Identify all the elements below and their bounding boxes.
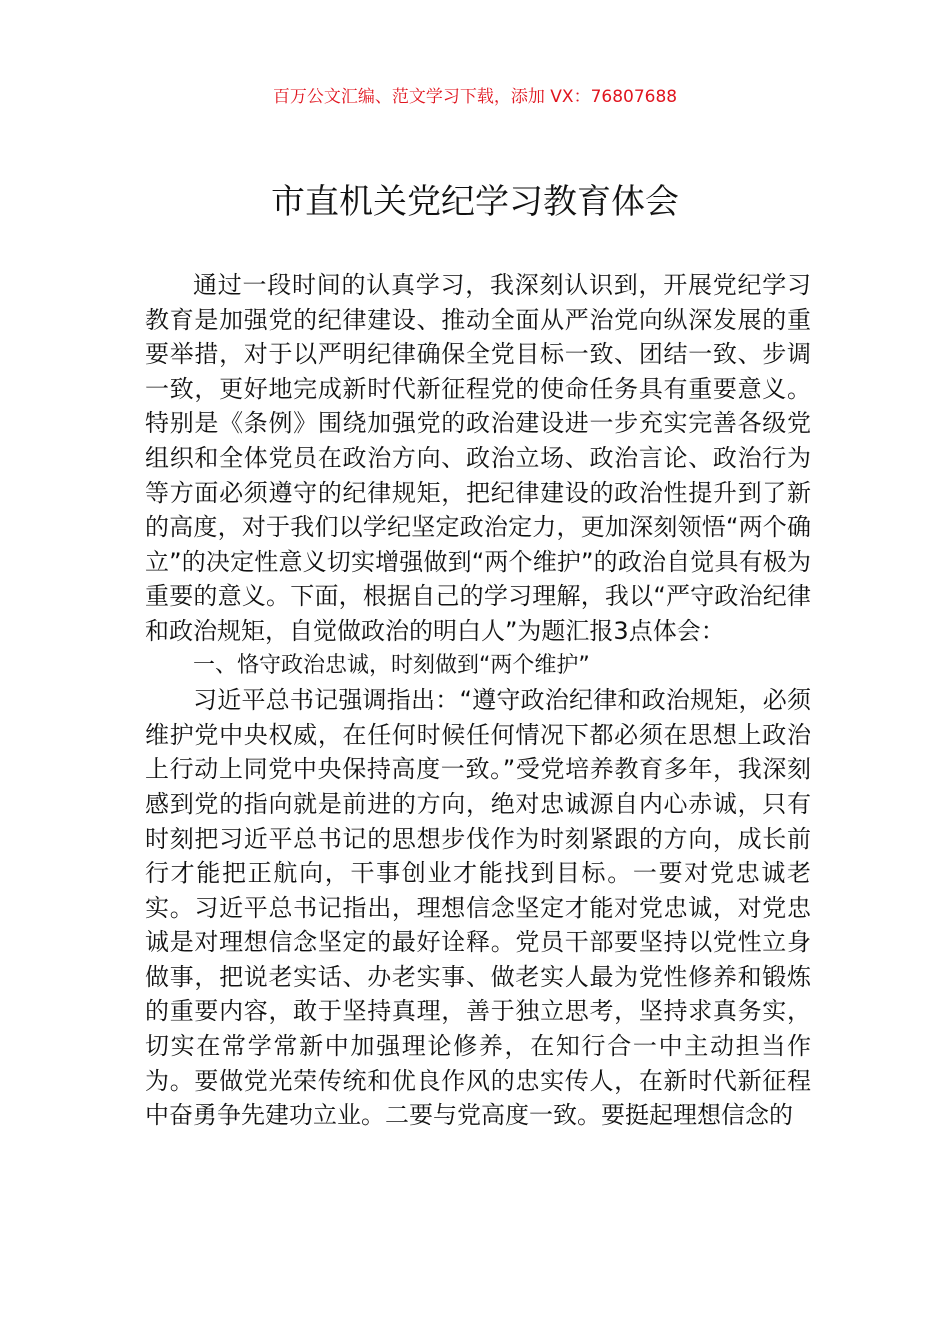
section-1-paragraph: 习近平总书记强调指出：“遵守政治纪律和政治规矩，必须维护党中央权威，在任何时候任何情况下都必须在思想上政治上行动上同党中央保持高度一致。”受党培养教育多年，我深刻感到党的指向就是前进的方向，绝对忠诚源自内心赤诚，只有时刻把习近平总书记的思想步伐作为时刻紧跟的方向，成长前行才能把正航向，干事创业才能找到目标。一要对党忠诚老实。习近平总书记指出，理想信念坚定才能对党忠诚，对党忠诚是对理想信念坚定的最好诠释。党员干部要坚持以党性立身做事，把说老实话、办老实事、做老实人最为党性修养和锻炼的重要内容，敢于坚持真理，善于独立思考，坚持求真务实，切实在常学常新中加强理论修养，在知行合一中主动担当作为。要做党光荣传统和优良作风的忠实传人，在新时代新征程中奋勇争先建功立业。二要与党高度一致。要挺起理想信念的 xyxy=(145,686,811,1130)
document-body xyxy=(145,268,811,1133)
header-watermark-note: 百万公文汇编、范文学习下载，添加 VX：76807688 xyxy=(272,87,678,107)
document-title: 市直机关党纪学习教育体会 xyxy=(271,182,679,222)
intro-paragraph: 通过一段时间的认真学习，我深刻认识到，开展党纪学习教育是加强党的纪律建设、推动全面从严治党向纵深发展的重要举措，对于以严明纪律确保全党目标一致、团结一致、步调一致，更好地完成新时代新征程党的使命任务具有重要意义。特别是《条例》围绕加强党的政治建设进一步充实完善各级党组织和全体党员在政治方向、政治立场、政治言论、政治行为等方面必须遵守的纪律规矩，把纪律建设的政治性提升到了新的高度，对于我们以学纪坚定政治定力，更加深刻领悟“两个确立”的决定性意义切实增强做到“两个维护”的政治自觉具有极为重要的意义。下面，根据自己的学习理解，我以“严守政治纪律和政治规矩，自觉做政治的明白人”为题汇报3点体会： xyxy=(145,271,811,645)
section-heading-1: 一、恪守政治忠诚，时刻做到“两个维护” xyxy=(193,652,590,678)
